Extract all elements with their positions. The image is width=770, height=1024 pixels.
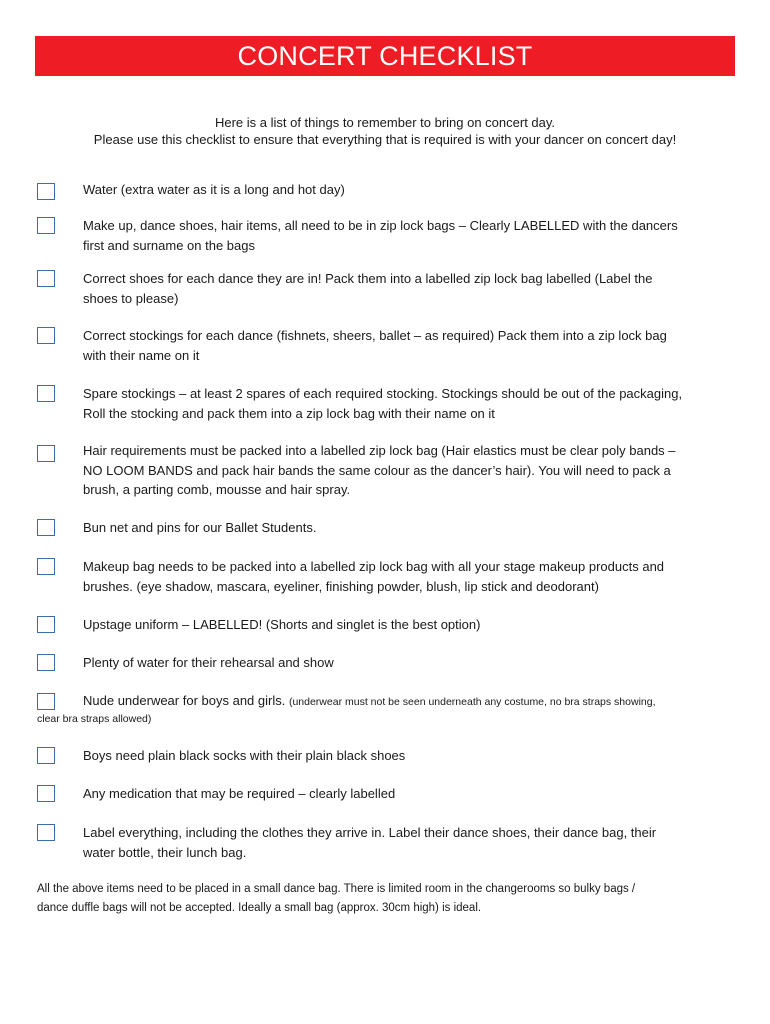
item-text [83, 269, 733, 308]
item-line: Boys need plain black socks with their plain black shoes [83, 748, 406, 763]
item-text [83, 653, 733, 673]
checkbox[interactable] [37, 558, 55, 575]
item-line: Makeup bag needs to be packed into a labelled zip lock bag with all your stage makeup products and [83, 559, 665, 574]
checkbox[interactable] [37, 183, 55, 200]
item-line: Plenty of water for their rehearsal and show [83, 655, 334, 670]
item-line: first and surname on the bags [83, 237, 255, 253]
item-text [83, 180, 733, 200]
footer-line-1: All the above items need to be placed in a small dance bag. There is limited room in the changerooms so bulky bags / [37, 883, 636, 895]
item-line: Correct shoes for each dance they are in! Pack them into a labelled zip lock bag labelled (Label the [83, 271, 653, 286]
checkbox[interactable] [37, 445, 55, 462]
item-line: shoes to please) [83, 290, 179, 306]
item-note-continued: clear bra straps allowed) [37, 713, 152, 725]
checkbox[interactable] [37, 519, 55, 536]
item-line: Label everything, including the clothes they arrive in. Label their dance shoes, their dance bag, their [83, 825, 657, 840]
title-banner: CONCERT CHECKLIST [35, 36, 735, 76]
item-text [83, 441, 733, 500]
item-line: Spare stockings – at least 2 spares of each required stocking. Stockings should be out of the packaging, [83, 386, 683, 401]
intro-text [0, 114, 770, 148]
item-line: brushes. (eye shadow, mascara, eyeliner, finishing powder, blush, lip stick and deodorant) [83, 578, 599, 594]
item-text [83, 823, 733, 862]
item-text [83, 615, 733, 635]
intro-line-1: Here is a list of things to remember to bring on concert day. [214, 115, 556, 130]
item-text [83, 384, 733, 423]
item-line: Make up, dance shoes, hair items, all need to be in zip lock bags – Clearly LABELLED with the dancers [83, 218, 678, 233]
item-line: water bottle, their lunch bag. [83, 844, 247, 860]
item-text [83, 326, 733, 365]
item-text [83, 518, 733, 538]
item-line: with their name on it [83, 347, 200, 363]
checkbox[interactable] [37, 616, 55, 633]
checkbox[interactable] [37, 217, 55, 234]
checkbox[interactable] [37, 785, 55, 802]
item-line: Water (extra water as it is a long and hot day) [83, 182, 345, 197]
checkbox[interactable] [37, 747, 55, 764]
item-text [83, 216, 733, 255]
item-note: (underwear must not be seen underneath any costume, no bra straps showing, [288, 696, 656, 708]
item-line: brush, a parting comb, mousse and hair spray. [83, 482, 351, 497]
item-text [83, 746, 733, 766]
checkbox[interactable] [37, 824, 55, 841]
item-line: Any medication that may be required – clearly labelled [83, 786, 396, 801]
checkbox[interactable] [37, 693, 55, 710]
footer-line-2: dance duffle bags will not be accepted. Ideally a small bag (approx. 30cm high) is ideal. [37, 901, 482, 914]
checkbox[interactable] [37, 270, 55, 287]
item-line: NO LOOM BANDS and pack hair bands the same colour as the dancer’s hair). You will need to pack a [83, 462, 671, 478]
item-line: Upstage uniform – LABELLED! (Shorts and singlet is the best option) [83, 617, 481, 632]
item-line: Roll the stocking and pack them into a zip lock bag with their name on it [83, 405, 495, 421]
item-text [83, 557, 733, 596]
item-line: Nude underwear for boys and girls. [83, 693, 289, 708]
item-text [83, 691, 733, 713]
item-text [83, 784, 733, 804]
item-line: Bun net and pins for our Ballet Students. [83, 520, 317, 535]
item-line: Correct stockings for each dance (fishnets, sheers, ballet – as required) Pack them into a zip lock bag [83, 328, 667, 343]
checkbox[interactable] [37, 385, 55, 402]
intro-line-2: Please use this checklist to ensure that everything that is required is with your dancer on concert day! [93, 132, 677, 147]
checkbox[interactable] [37, 654, 55, 671]
footer-note [37, 880, 737, 917]
checkbox[interactable] [37, 327, 55, 344]
item-line: Hair requirements must be packed into a labelled zip lock bag (Hair elastics must be clear poly bands – [83, 443, 676, 458]
